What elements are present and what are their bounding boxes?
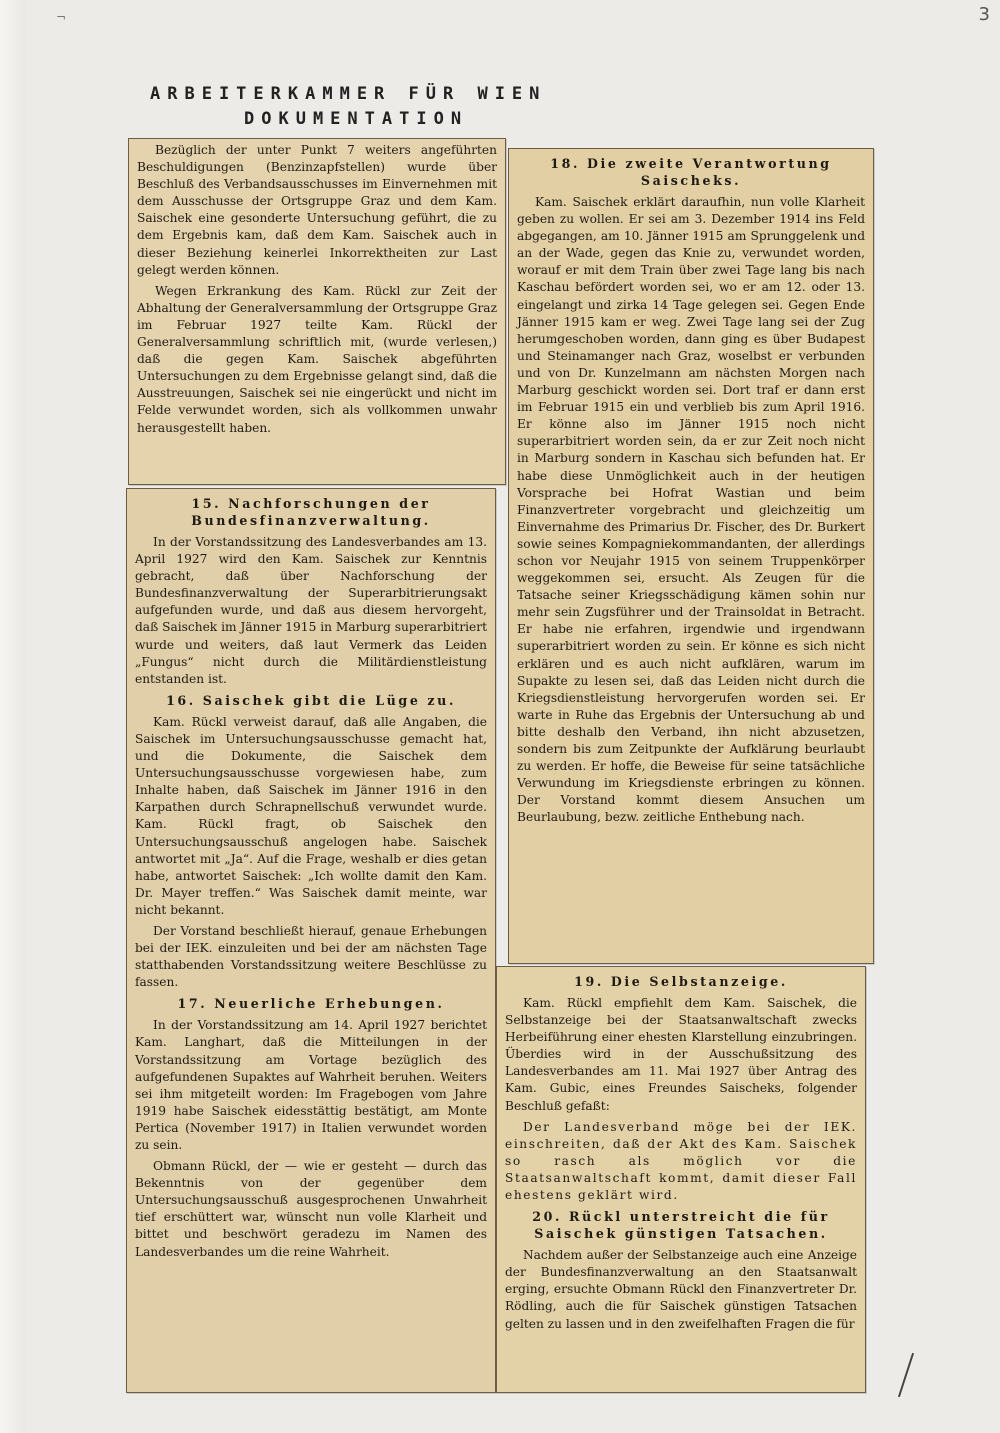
section-18-paragraph: Kam. Saischek erklärt daraufhin, nun volle Klarheit geben zu wollen. Er sei am 3. Dezember 1914 ins Feld abgegangen, am 10. Jänner 1915 am Sprunggelenk und an der Wade, gegen das Knie zu, verwundet worden, worauf er mit dem Train über zwei Tage lang bis nach Kaschau befördert worden sei, wo er am 12. oder 13. eingelangt und zirka 14 Tage gelegen sei. Gegen Ende Jänner 1915 kam er weg. Zwei Tage lang sei der Zug herumgeschoben worden, dann ging es über Budapest und Steinamanger nach Graz, woselbst er verbunden und von Dr. Kunzelmann am nächsten Morgen nach Marburg geschickt worden sei. Dort traf er dann erst im Februar 1915 ein und verblieb bis zum April 1916. Er könne also im Jänner 1915 noch nicht superarbitriert worden sein, da er zur Zeit noch nicht in Marburg sondern in Kaschau sich befunden hat. Er habe diese Unmöglichkeit auch in der heutigen Vorsprache bei Hofrat Wastian und beim Finanzvertreter vorgebracht und gleichzeitig um Einvernahme des Primarius Dr. Fischer, des Dr. Burkert sowie seines Kompagniekommandanten, der allerdings schon vor Neujahr 1915 von seinem Truppenkörper weggekommen sei, ersucht. Als Zeugen für die Tatsache seiner Kriegsschädigung kämen sohin nur mehr sein Zugsführer und der Trainsoldat in Betracht. Er habe nie erfahren, irgendwie und irgendwann superarbitriert worden zu sein. Er könne es sich nicht erklären und es auch nicht aufklären, warum im Supakte zu lesen sei, daß das Leiden nicht durch die Kriegsdienstleistung hervorgerufen worden sei. Er warte in Ruhe das Ergebnis der Untersuchung ab und bitte deshalb den Verband, ihn nicht abzusetzen, sondern bis zum Zeitpunkte der Aufklärung beurlaubt zu werden. Er hoffe, die Beweise für seine tatsächliche Verwundung im Kriegsdienste erbringen zu können. Der Vorstand kommt diesem Ansuchen um Beurlaubung, bezw. zeitliche Enthebung nach. [517, 195, 865, 825]
section-20-paragraph: Nachdem außer der Selbstanzeige auch eine Anzeige der Bundesfinanzverwaltung an den Staatsanwalt erging, ersuchte Obmann Rückl den Finanzvertreter Dr. Rödling, auch die für Saischek günstigen Tatsachen gelten zu lassen und in den zweifelhaften Fragen die für [505, 1248, 857, 1331]
binding-edge [0, 0, 26, 1433]
section-16-paragraph-2: Der Vorstand beschließt hierauf, genaue Erhebungen bei der IEK. einzuleiten und bei der am nächsten Tage statthabenden Vorstandssitzung weitere Beschlüsse zu fassen. [135, 923, 487, 990]
section-17-paragraph-2: Obmann Rückl, der — wie er gesteht — durch das Bekenntnis von der gegenüber dem Untersuchungsausschuß ausgesprochenen Unwahrheit tief erschüttert war, wünscht nun volle Klarheit und bittet und beschwört geradezu im Namen des Landesverbandes um die reine Wahrheit. [135, 1159, 487, 1259]
section-19-paragraph-1: Kam. Rückl empfiehlt dem Kam. Saischek, die Selbstanzeige bei der Staatsanwaltschaft zwecks Herbeiführung einer ehesten Klarstellung einzubringen. Überdies wird in der Ausschußsitzung des Landesverbandes am 11. Mai 1927 über Antrag des Kam. Gubic, eines Freundes Saischeks, folgender Beschluß gefaßt: [505, 996, 857, 1113]
section-16-paragraph-1: Kam. Rückl verweist darauf, daß alle Angaben, die Saischek im Untersuchungsausschusse gemacht hat, und die Dokumente, die Saischek dem Untersuchungsausschusse vorgewiesen habe, zum Inhalte haben, daß Saischek im Jänner 1916 in den Karpathen durch Schrapnellschuß verwundet wurde. Kam. Rückl fragt, ob Saischek den Untersuchungsausschuß angelogen habe. Saischek antwortet mit „Ja“. Auf die Frage, weshalb er dies getan habe, antwortet Saischek: „Ich wollte damit den Kam. Dr. Mayer treffen.“ Was Saischek damit meinte, war nicht bekannt. [135, 714, 487, 917]
clipping-3 [508, 148, 874, 964]
section-15-paragraph: In der Vorstandssitzung des Landesverbandes am 13. April 1927 wird den Kam. Saischek zur Kenntnis gebracht, daß über Nachforschung der Bundesfinanzverwaltung der Superarbitrierungsakt aufgefunden wurde, und daß aus diesem hervorgeht, daß Saischek im Jänner 1915 in Marburg superarbitriert wurde und weiters, daß laut Vermerk das Leiden „Fungus“ nicht durch die Militärdienstleistung entstanden ist. [135, 535, 487, 686]
archive-header [150, 82, 546, 132]
corner-mark: ¬ [56, 10, 67, 24]
section-19-title: 19. Die Selbstanzeige. [574, 974, 788, 989]
section-17-title: 17. Neuerliche Erhebungen. [177, 996, 445, 1012]
header-line-1: ARBEITERKAMMER FÜR WIEN [150, 84, 547, 104]
section-15-title: 15. Nachforschungen der Bundesfinanzverwaltung. [191, 496, 431, 528]
section-18-title: 18. Die zweite Verantwortung Saischeks. [550, 156, 832, 188]
clip1-paragraph-1: Bezüglich der unter Punkt 7 weiters angeführten Beschuldigungen (Benzinzapfstellen) wurde über Beschluß des Verbandsausschusses im Einvernehmen mit dem Ausschusse der Ortsgruppe Graz und dem Kam. Saischek eine gesonderte Untersuchung geführt, die zu dem Ergebnis kam, daß dem Kam. Saischek auch in dieser Beziehung keinerlei Inkorrektheiten zur Last gelegt werden können. [137, 143, 497, 277]
clipping-1 [128, 138, 506, 485]
clip1-paragraph-2: Wegen Erkrankung des Kam. Rückl zur Zeit der Abhaltung der Generalversammlung der Ortsgruppe Graz im Februar 1927 teilte Kam. Rückl der Generalversammlung schriftlich mit, (wurde verlesen,) daß die gegen Kam. Saischek abgeführten Untersuchungen zu dem Ergebnisse gelangt sind, daß die Ausstreuungen, Saischek sei nie eingerückt und nicht im Felde verwundet worden, sich als vollkommen unwahr herausgestellt haben. [137, 283, 497, 435]
page-number: 3 [978, 4, 990, 25]
clipping-4 [496, 966, 866, 1393]
pen-slash-mark [898, 1353, 914, 1397]
header-line-2: DOKUMENTATION [244, 109, 469, 129]
section-19-resolution: Der Landesverband möge bei der IEK. einschreiten, daß der Akt des Kam. Saischek so rasch als möglich vor die Staatsanwaltschaft kommt, damit dieser Fall ehestens geklärt wird. [505, 1119, 857, 1203]
section-20-title: 20. Rückl unterstreicht die für Saischek günstigen Tatsachen. [532, 1209, 830, 1242]
section-17-paragraph-1: In der Vorstandssitzung am 14. April 1927 berichtet Kam. Langhart, daß die Mitteilungen in der Vorstandssitzung am Vortage bezüglich des aufgefundenen Supaktes auf Wahrheit beruhen. Weiters sei ihm mitgeteilt worden: Im Fragebogen vom Jahre 1919 habe Saischek eidesstättig bestätigt, am Monte Pertica (November 1917) in Italien verwundet worden zu sein. [135, 1018, 487, 1152]
section-16-title: 16. Saischek gibt die Lüge zu. [166, 692, 456, 708]
clipping-2 [126, 488, 496, 1393]
